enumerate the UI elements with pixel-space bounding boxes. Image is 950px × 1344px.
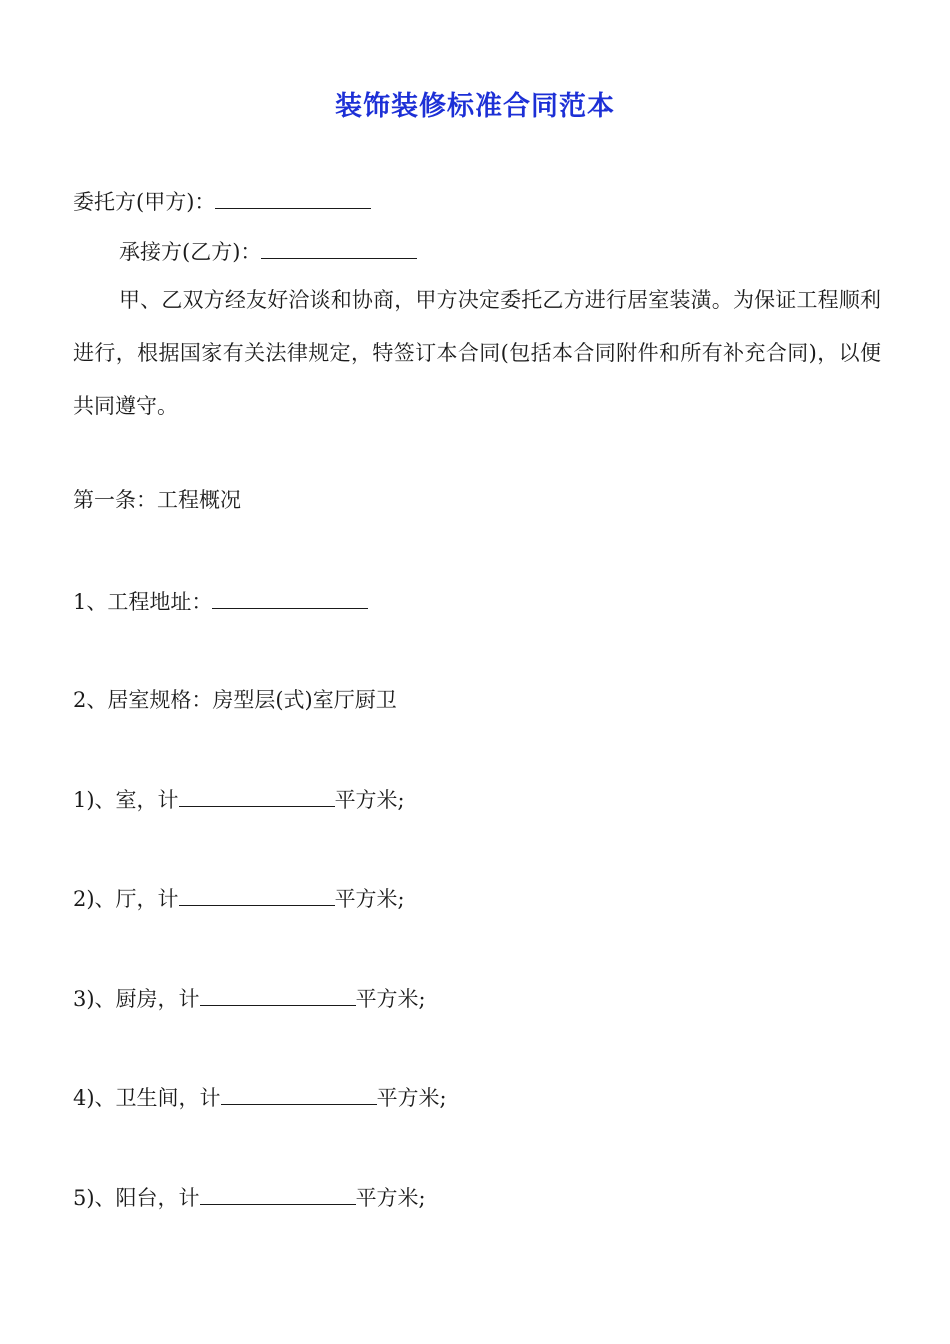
party-a-label: 委托方(甲方)： (73, 190, 216, 214)
area-item-blank (221, 1086, 377, 1105)
area-item (73, 985, 426, 1013)
area-item (73, 1084, 447, 1112)
area-item-prefix: 1)、室，计 (73, 788, 179, 812)
document-title: 装饰装修标准合同范本 (335, 91, 615, 122)
area-item-unit: 平方米; (355, 987, 426, 1011)
area-item-unit: 平方米; (334, 788, 405, 812)
item-1-label: 1、工程地址： (73, 590, 213, 614)
item-1-line (73, 588, 368, 616)
party-a-line (73, 188, 371, 216)
area-item-unit: 平方米; (376, 1086, 447, 1110)
area-item-blank (179, 887, 335, 906)
intro-paragraph: 甲、乙双方经友好洽谈和协商，甲方决定委托乙方进行居室装潢。为保证工程顺利进行，根据国家有关法律规定，特签订本合同(包括本合同附件和所有补充合同)，以便共同遵守。 (73, 288, 881, 418)
item-2-line: 2、居室规格：房型层(式)室厅厨卫 (73, 688, 397, 712)
area-item-prefix: 5)、阳台，计 (73, 1186, 200, 1210)
area-item-unit: 平方米; (334, 887, 405, 911)
area-item-prefix: 2)、厅，计 (73, 887, 179, 911)
article-1-heading: 第一条：工程概况 (73, 488, 241, 512)
area-item-blank (200, 987, 356, 1006)
item-1-blank (212, 590, 368, 609)
area-item-prefix: 3)、厨房，计 (73, 987, 200, 1011)
party-b-label: 承接方(乙方)： (119, 240, 262, 264)
party-a-blank (215, 190, 371, 209)
area-item (73, 786, 405, 814)
area-item (73, 1184, 426, 1212)
area-item-blank (200, 1186, 356, 1205)
area-item-prefix: 4)、卫生间，计 (73, 1086, 221, 1110)
party-b-blank (261, 240, 417, 259)
area-item-unit: 平方米; (355, 1186, 426, 1210)
area-item (73, 885, 405, 913)
party-b-line (119, 238, 417, 266)
area-item-blank (179, 788, 335, 807)
